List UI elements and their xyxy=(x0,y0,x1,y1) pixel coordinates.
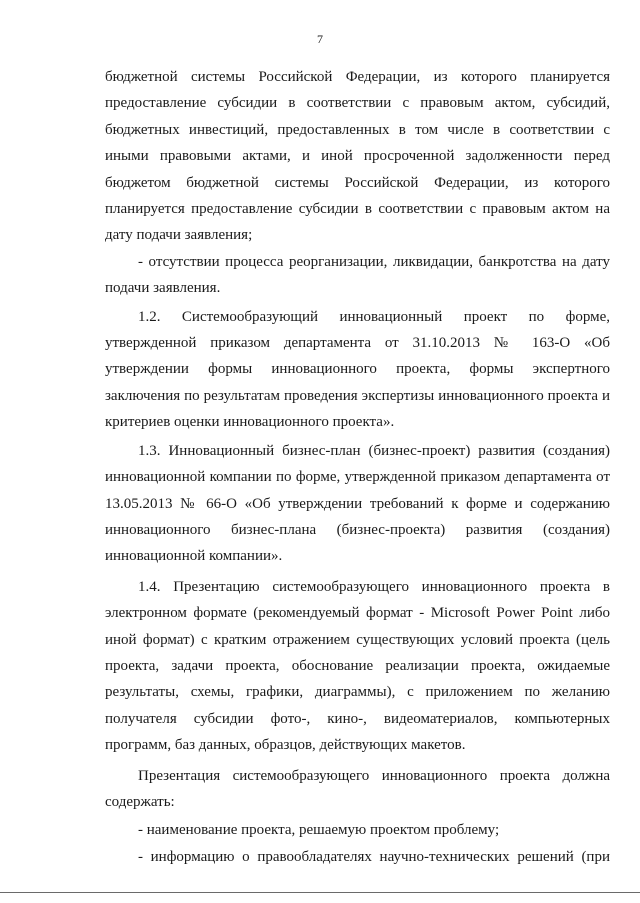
paragraph-no-reorganization: - отсутствии процесса реорганизации, ликвидации, банкротства на дату подачи заявления. xyxy=(105,253,610,297)
paragraph-item-1-4: 1.4. Презентацию системообразующего инновационного проекта в электронном формате (рекомендуемый формат - Microsoft Power Point либо иной формат) с кратким отражением существующих условий проекта (цель проекта, задачи проекта, обоснование реализации проекта, ожидаемые результаты, схемы, графики, диаграммы), с приложением по желанию получателя субсидии фото-, кино-, видеоматериалов, компьютерных программ, баз данных, образцов, действующих макетов. xyxy=(105,578,610,754)
paragraph-item-1-3: 1.3. Инновационный бизнес-план (бизнес-проект) развития (создания) инновационной компании по форме, утвержденной приказом департамента от 13.05.2013 № 66-О «Об утверждении требований к форме и содержанию инновационного бизнес-плана (бизнес-проекта) развития (создания) инновационной компании». xyxy=(105,442,610,565)
list-item-rightsholders: - информацию о правообладателях научно-технических решений (при xyxy=(138,848,610,865)
page-number: 7 xyxy=(317,32,323,46)
paragraph-item-1-2: 1.2. Системообразующий инновационный проект по форме, утвержденной приказом департамента от 31.10.2013 № 163-О «Об утверждении формы инновационного проекта, формы экспертного заключения по результатам проведения экспертизы инновационного проекта и критериев оценки инновационного проекта». xyxy=(105,308,610,431)
list-item-project-name: - наименование проекта, решаемую проектом проблему; xyxy=(138,822,500,839)
paragraph-presentation-contents: Презентация системообразующего инновационного проекта должна содержать: xyxy=(105,767,610,810)
page-bottom-rule xyxy=(0,892,640,893)
paragraph-budget-debt: бюджетной системы Российской Федерации, из которого планируется предоставление субсидии в соответствии с правовым актом, субсидий, бюджетных инвестиций, предоставленных в том числе в соответствии с иными правовыми актами, и иной просроченной задолженности перед бюджетом бюджетной системы Российской Федерации, из которого планируется предоставление субсидии в соответствии с правовым актом на дату подачи заявления; xyxy=(105,69,610,244)
document-body xyxy=(105,64,610,870)
